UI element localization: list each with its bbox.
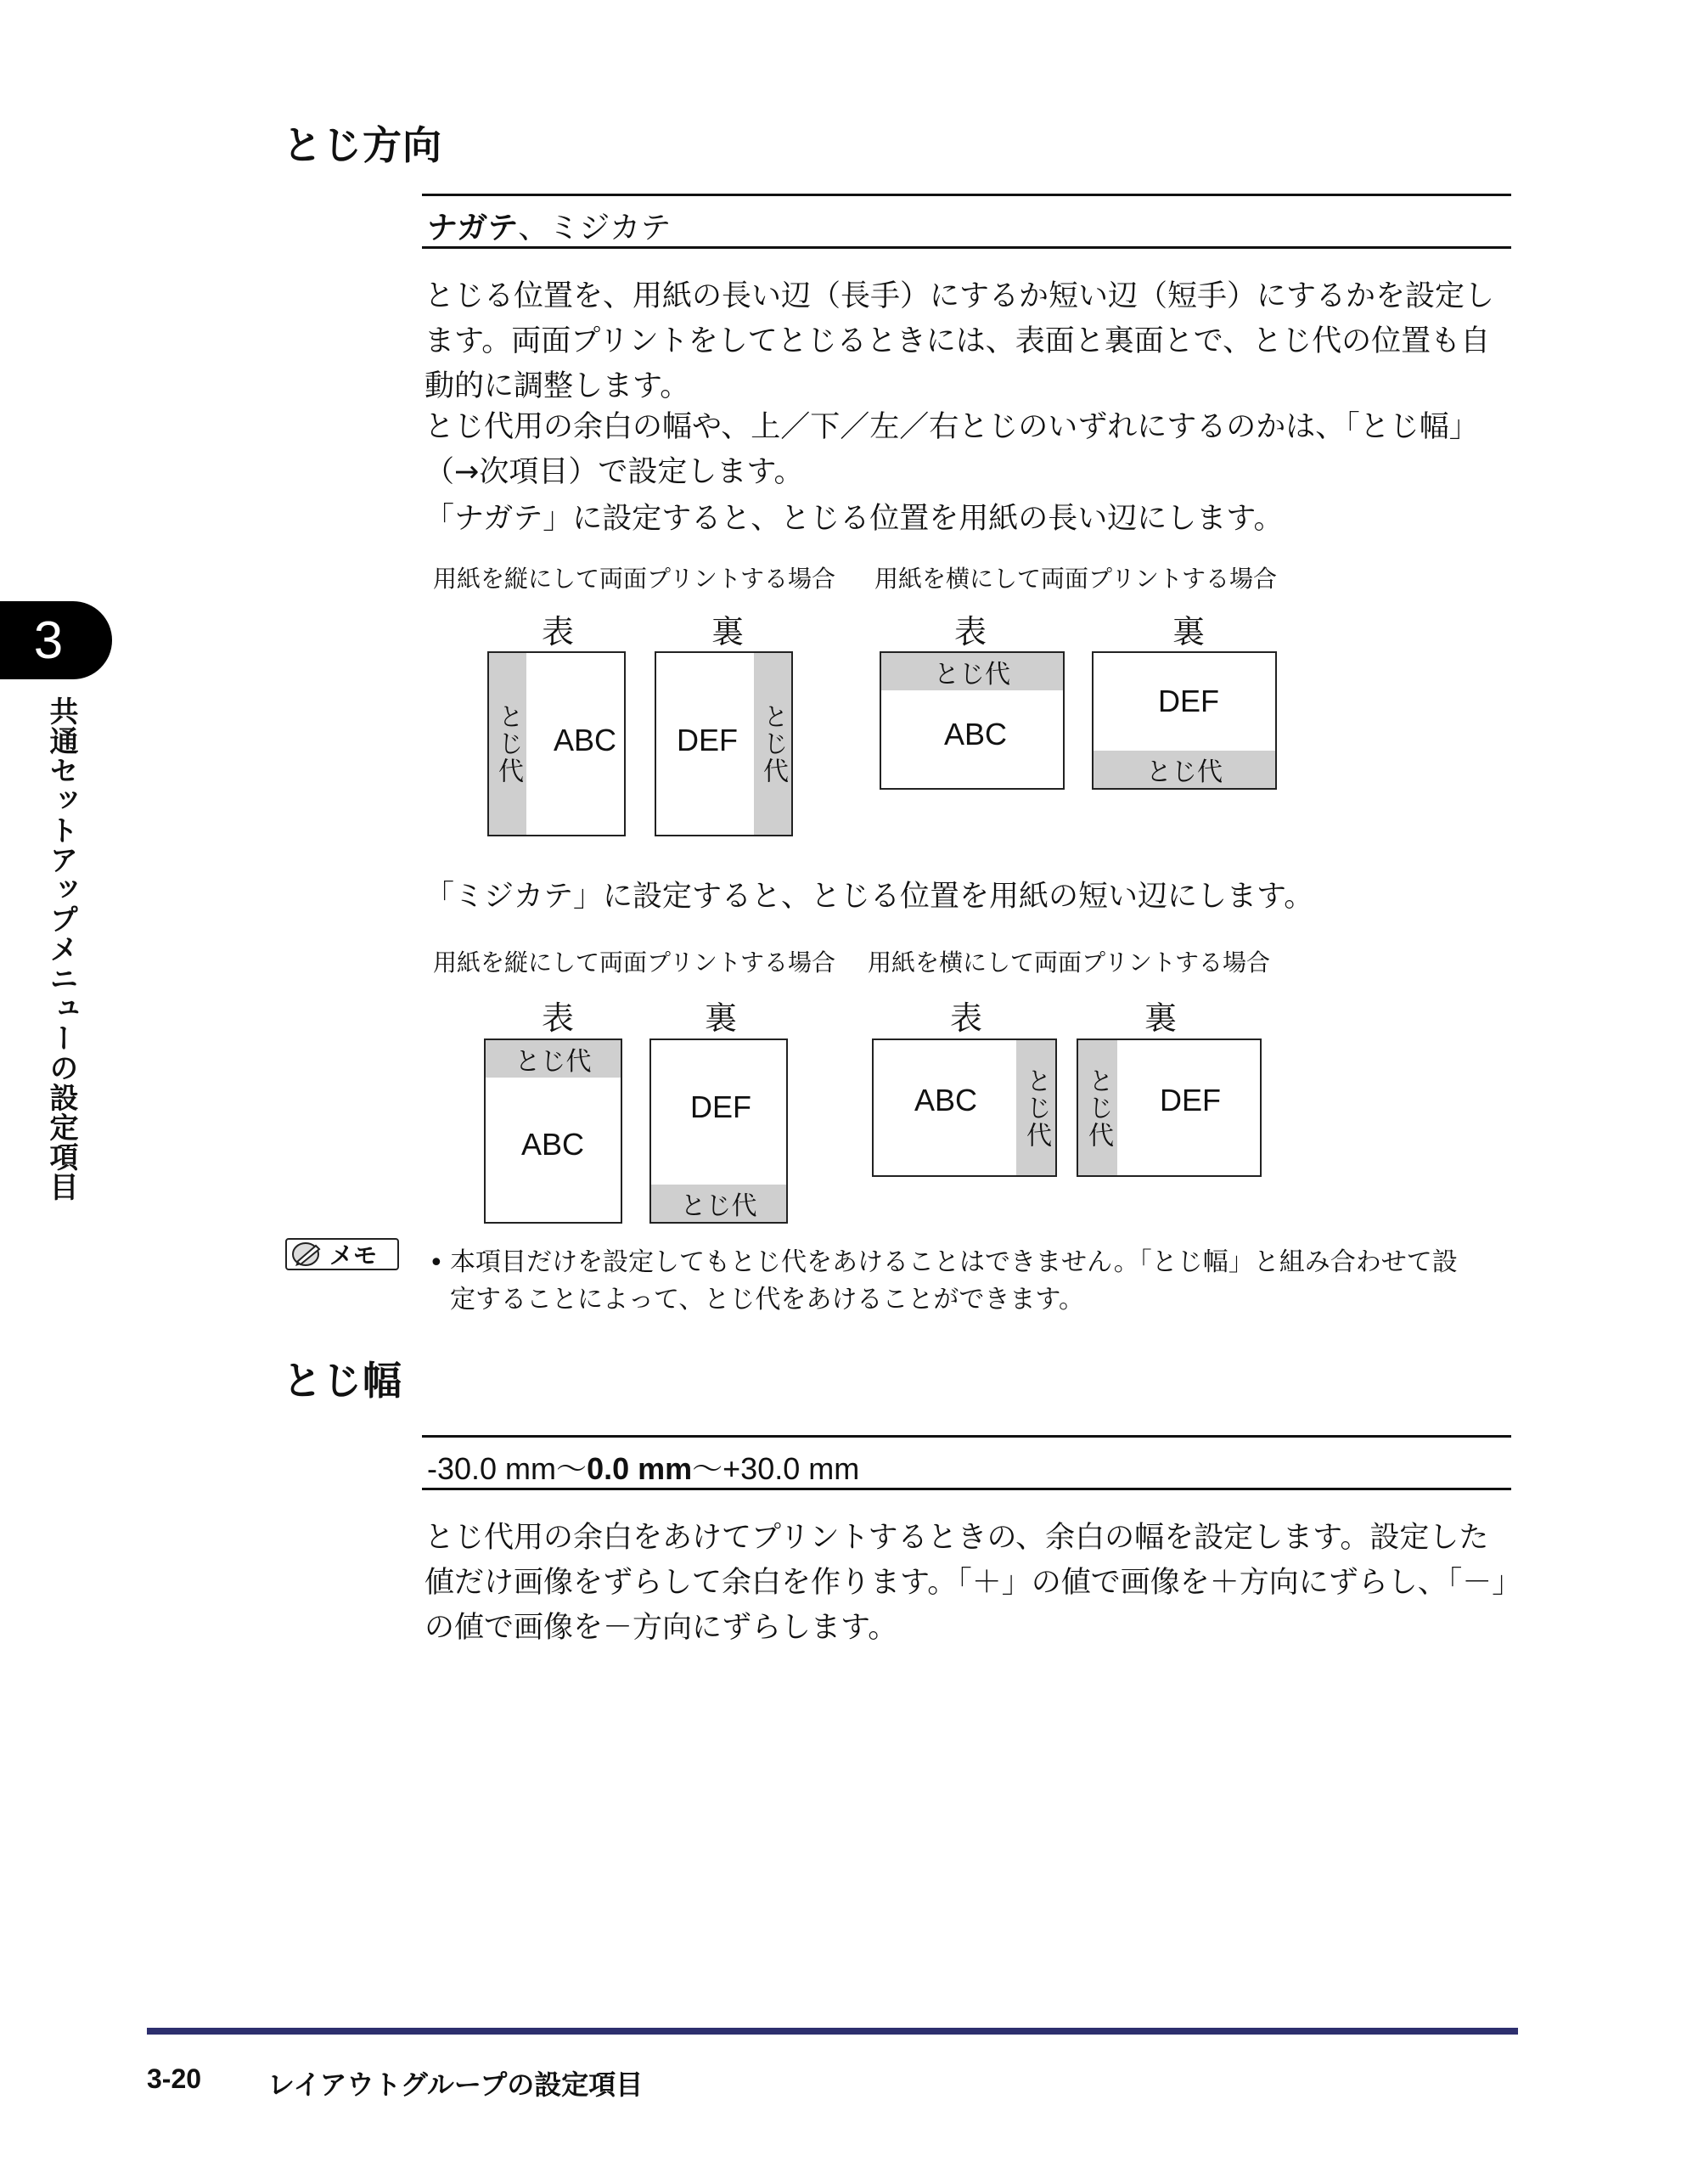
- text-line: 値だけ画像をずらして余白を作ります。「＋」の値で画像を＋方向にずらし、「－」: [424, 1566, 1522, 1600]
- range-tilde: ～: [692, 1452, 723, 1487]
- text-line: （→次項目）で設定します。: [424, 455, 804, 489]
- memo-text: [450, 1244, 1520, 1319]
- page-landscape-back: [1077, 1039, 1262, 1177]
- front-label: 表: [950, 999, 983, 1037]
- binding-margin: とじ代: [881, 653, 1063, 690]
- page-text: DEF: [1158, 684, 1219, 718]
- page-text: ABC: [554, 723, 617, 757]
- mijikate-description: 「ミジカテ」に設定すると、とじる位置を用紙の短い辺にします。: [424, 880, 1314, 914]
- page-number: 3-20: [147, 2063, 202, 2094]
- caption-portrait: 用紙を縦にして両面プリントする場合: [433, 565, 836, 593]
- description-paragraph-2: [424, 405, 1515, 495]
- text-line: ます。両面プリントをしてとじるときには、表面と裏面とで、とじ代の位置も自: [424, 324, 1491, 358]
- footer-bar: [147, 2028, 1518, 2035]
- setting-rule-top: [422, 194, 1511, 196]
- memo-badge: [285, 1238, 399, 1270]
- front-label: 表: [542, 999, 575, 1037]
- chapter-tab: [0, 601, 112, 679]
- page-landscape-front: [880, 651, 1065, 790]
- page-portrait-front: [487, 651, 626, 836]
- page-text: DEF: [677, 723, 738, 757]
- binding-width-description: [424, 1516, 1522, 1651]
- chapter-title-vertical: 共通セットアップメニューの設定項目: [44, 696, 78, 1202]
- back-label: 裏: [705, 999, 738, 1037]
- page-text: ABC: [914, 1083, 978, 1117]
- nagate-description: 「ナガテ」に設定すると、とじる位置を用紙の長い辺にします。: [424, 502, 1284, 536]
- setting-rule-bottom: [422, 1488, 1511, 1490]
- front-label: 表: [954, 613, 987, 650]
- back-label: 裏: [1144, 999, 1178, 1037]
- page-text: DEF: [690, 1089, 751, 1124]
- page-portrait-front: [484, 1039, 622, 1224]
- binding-margin: とじ代: [1094, 751, 1275, 788]
- text-line: の値で画像を－方向にずらします。: [424, 1611, 898, 1645]
- binding-margin: とじ代: [754, 653, 791, 835]
- caption-landscape: 用紙を横にして両面プリントする場合: [868, 948, 1271, 977]
- setting-other-values: 、ミジカテ: [518, 211, 672, 245]
- text-line: とじ代用の余白をあけてプリントするときの、余白の幅を設定します。設定した: [424, 1521, 1489, 1555]
- setting-values: [427, 204, 671, 247]
- page-portrait-back: [655, 651, 793, 836]
- binding-margin: とじ代: [1016, 1040, 1055, 1175]
- range-min: -30.0 mm: [427, 1451, 557, 1486]
- text-line: 定することによって、とじ代をあけることができます。: [450, 1285, 1084, 1314]
- page-text: ABC: [521, 1127, 585, 1162]
- text-line: 本項目だけを設定してもとじ代をあけることはできません。「とじ幅」と組み合わせて設: [450, 1247, 1458, 1277]
- range-max: +30.0 mm: [722, 1451, 860, 1486]
- text-line: 動的に調整します。: [424, 369, 690, 403]
- section-heading-binding-width: とじ幅: [283, 1358, 402, 1404]
- binding-margin: とじ代: [651, 1185, 786, 1222]
- text-line: とじる位置を、用紙の長い辺（長手）にするか短い辺（短手）にするかを設定し: [424, 279, 1495, 313]
- front-label: 表: [542, 613, 575, 650]
- range-tilde: ～: [556, 1452, 588, 1487]
- footer-title: レイアウトグループの設定項目: [267, 2069, 644, 2101]
- binding-margin: とじ代: [1078, 1040, 1117, 1175]
- back-label: 裏: [711, 613, 745, 650]
- page-text: DEF: [1160, 1083, 1221, 1117]
- binding-margin: とじ代: [486, 1040, 621, 1078]
- page-portrait-back: [649, 1039, 788, 1224]
- back-label: 裏: [1172, 613, 1206, 650]
- section-heading-binding-direction: とじ方向: [283, 122, 442, 168]
- pencil-icon: [290, 1241, 324, 1268]
- caption-portrait: 用紙を縦にして両面プリントする場合: [433, 948, 836, 977]
- range-default: 0.0 mm: [587, 1451, 693, 1486]
- page-landscape-back: [1092, 651, 1277, 790]
- page-landscape-front: [872, 1039, 1057, 1177]
- page-text: ABC: [944, 717, 1008, 751]
- description-paragraph-1: [424, 274, 1515, 409]
- caption-landscape: 用紙を横にして両面プリントする場合: [874, 565, 1278, 593]
- bullet-dot: •: [429, 1248, 444, 1278]
- setting-default-value: ナガテ: [427, 211, 519, 245]
- chapter-number: 3: [33, 611, 64, 670]
- setting-range: [427, 1445, 859, 1489]
- text-line: とじ代用の余白の幅や、上／下／左／右とじのいずれにするのかは、「とじ幅」: [424, 410, 1479, 444]
- setting-rule-bottom: [422, 246, 1511, 249]
- setting-rule-top: [422, 1435, 1511, 1438]
- memo-label: メモ: [329, 1241, 378, 1269]
- binding-margin: とじ代: [489, 653, 526, 835]
